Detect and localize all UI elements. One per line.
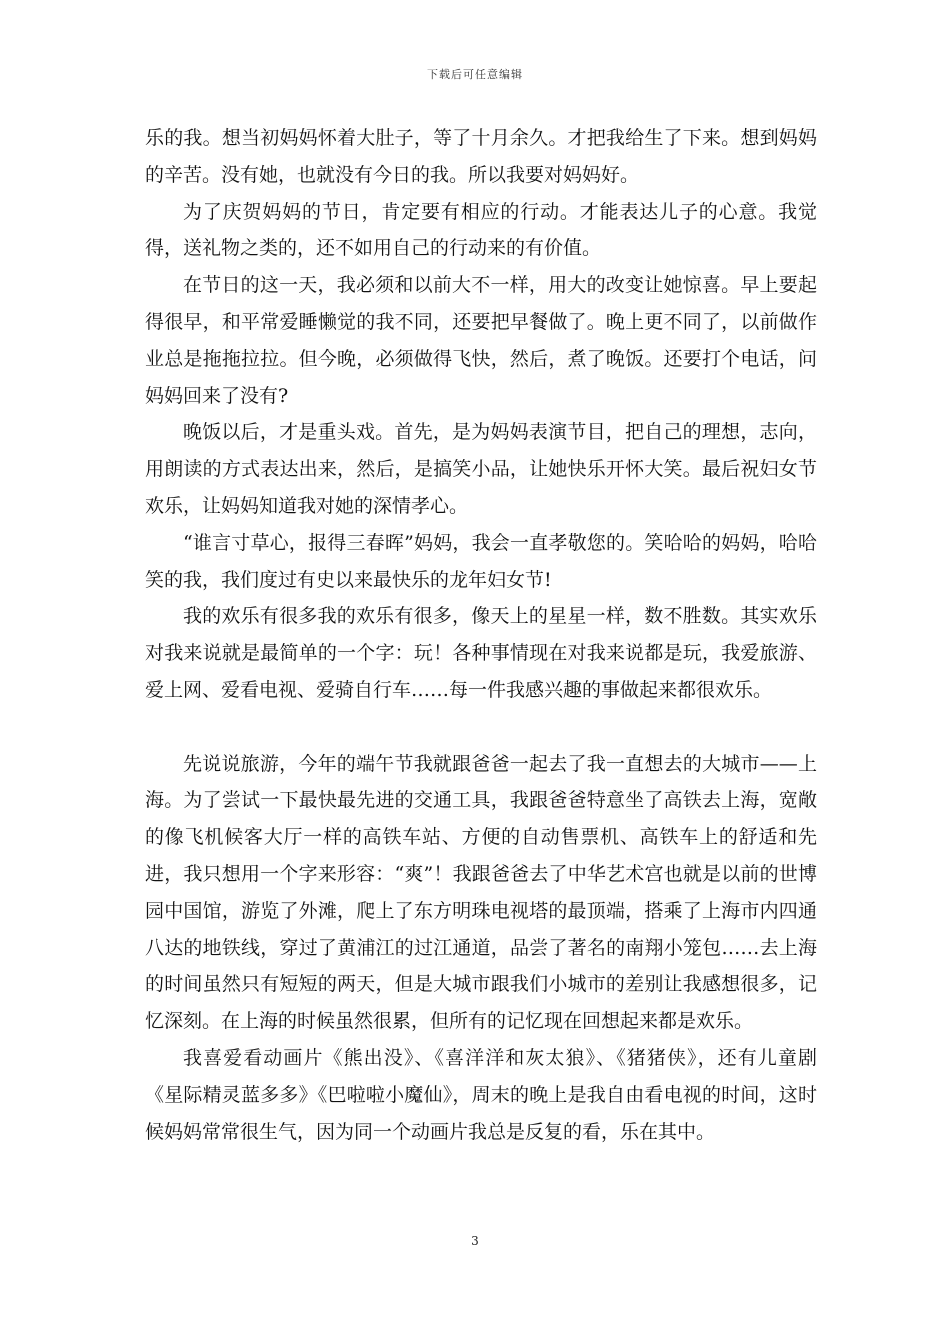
paragraph: 我的欢乐有很多我的欢乐有很多，像天上的星星一样，数不胜数。其实欢乐对我来说就是最简单的一个字：玩！各种事情现在对我来说都是玩，我爱旅游、爱上网、爱看电视、爱骑自行车……每一件我感兴趣的事做起来都很欢乐。 — [145, 605, 817, 701]
paragraph: 为了庆贺妈妈的节日，肯定要有相应的行动。才能表达儿子的心意。我觉得，送礼物之类的，还不如用自己的行动来的有价值。 — [145, 200, 817, 260]
page-header-note: 下载后可任意编辑 — [427, 68, 523, 81]
paragraph: 我喜爱看动画片《熊出没》、《喜洋洋和灰太狼》、《猪猪侠》，还有儿童剧《星际精灵蓝多多》《巴啦啦小魔仙》，周末的晚上是我自由看电视的时间，这时候妈妈常常很生气，因为同一个动画片我总是反复的看，乐在其中。 — [145, 1046, 817, 1143]
document-body — [145, 120, 817, 1150]
paragraph-continuation: 乐的我。想当初妈妈怀着大肚子，等了十月余久。才把我给生了下来。想到妈妈的辛苦。没有她，也就没有今日的我。所以我要对妈妈好。 — [145, 127, 817, 186]
page-number: 3 — [471, 1234, 479, 1248]
paragraph: “谁言寸草心，报得三春晖”妈妈，我会一直孝敬您的。笑哈哈的妈妈，哈哈笑的我，我们度过有史以来最快乐的龙年妇女节! — [145, 531, 817, 591]
paragraph: 在节日的这一天，我必须和以前大不一样，用大的改变让她惊喜。早上要起得很早，和平常爱睡懒觉的我不同，还要把早餐做了。晚上更不同了，以前做作业总是拖拖拉拉。但今晚，必须做得飞快，然后，煮了晚饭。还要打个电话，问妈妈回来了没有? — [145, 274, 817, 407]
blank-line — [145, 709, 817, 746]
paragraph: 先说说旅游，今年的端午节我就跟爸爸一起去了我一直想去的大城市——上海。为了尝试一下最快最先进的交通工具，我跟爸爸特意坐了高铁去上海，宽敞的像飞机候客大厅一样的高铁车站、方便的自动售票机、高铁车上的舒适和先进，我只想用一个字来形容：“爽”！我跟爸爸去了中华艺术宫也就是以前的世博园中国馆，游览了外滩，爬上了东方明珠电视塔的最顶端，搭乘了上海市内四通八达的地铁线，穿过了黄浦江的过江通道，品尝了著名的南翔小笼包……去上海的时间虽然只有短短的两天，但是大城市跟我们小城市的差别让我感想很多，记忆深刻。在上海的时候虽然很累，但所有的记忆现在回想起来都是欢乐。 — [145, 752, 817, 1033]
paragraph: 晚饭以后，才是重头戏。首先，是为妈妈表演节目，把自己的理想，志向，用朗读的方式表达出来，然后，是搞笑小品，让她快乐开怀大笑。最后祝妇女节欢乐，让妈妈知道我对她的深情孝心。 — [145, 421, 817, 517]
